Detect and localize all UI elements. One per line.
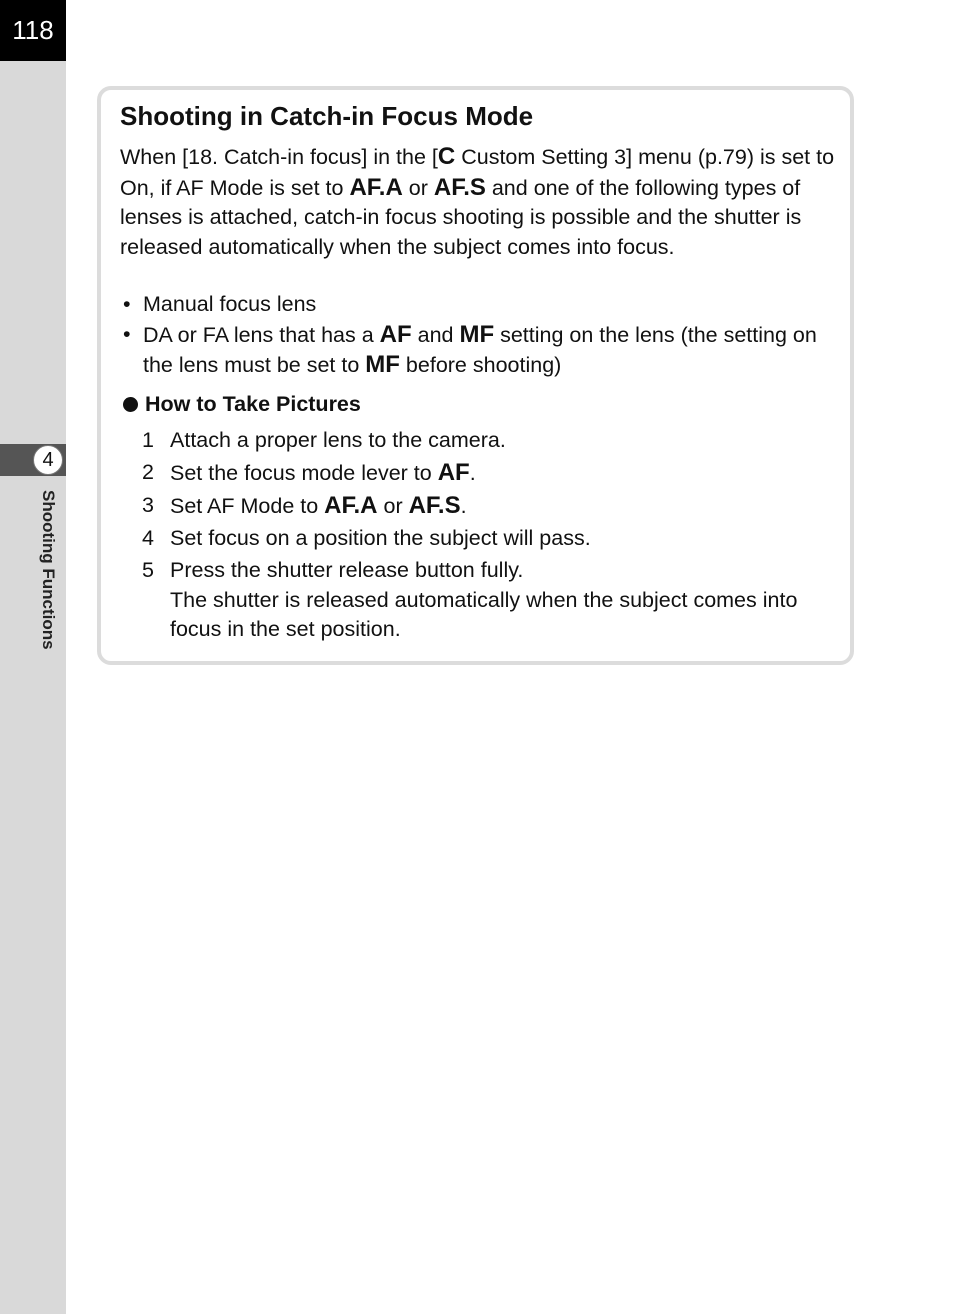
af-icon: AF — [379, 320, 412, 348]
step-text-tail: . — [460, 494, 467, 518]
intro-text-1: When [18. Catch-in focus] in the [ — [120, 145, 438, 169]
step-text: Set the focus mode lever to — [170, 461, 438, 485]
step-text: Set focus on a position the subject will pass. — [170, 526, 591, 550]
step-number: 4 — [142, 526, 154, 550]
bullet-text-1: DA or FA lens that has a — [143, 322, 380, 347]
step-text-tail: . — [469, 461, 476, 485]
bullet-text: Manual focus lens — [143, 292, 317, 316]
list-item — [120, 320, 843, 381]
intro-text-3: or — [402, 175, 434, 200]
side-strip — [0, 0, 66, 1314]
steps-list — [142, 426, 850, 647]
af-a-icon: AF.A — [349, 173, 403, 201]
panel-title: Shooting in Catch-in Focus Mode — [120, 101, 534, 131]
step-number: 5 — [142, 558, 154, 582]
af-s-icon: AF.S — [433, 173, 486, 201]
step-text: Set AF Mode to — [170, 494, 325, 518]
bullet-text-4: before shooting) — [399, 353, 562, 377]
filled-circle-icon — [123, 397, 138, 412]
step-item — [142, 524, 850, 554]
af-a-icon: AF.A — [324, 492, 378, 519]
intro-text-4: and one of the following types of lenses is attached, catch-in focus shooting is possible and the shutter is released automatically when the subject comes into focus. — [120, 175, 802, 259]
step-number: 1 — [142, 428, 154, 452]
step-number: 2 — [142, 460, 154, 484]
af-s-icon: AF.S — [408, 492, 461, 519]
bullet-dot: • — [123, 292, 131, 316]
step-text: Attach a proper lens to the camera. — [170, 428, 506, 452]
step-subtext: The shutter is released automatically when the subject comes into focus in the set position. — [170, 587, 798, 641]
custom-c-icon: C — [437, 143, 456, 170]
mf-icon: MF — [365, 351, 400, 378]
howto-heading — [123, 392, 361, 417]
af-icon: AF — [437, 459, 470, 486]
step-item — [142, 458, 850, 489]
mf-icon: MF — [459, 320, 495, 348]
step-item — [142, 491, 850, 522]
bullet-text-2: and — [411, 322, 460, 347]
howto-heading-text: How to Take Pictures — [145, 392, 361, 416]
list-item — [120, 290, 843, 320]
step-number: 3 — [142, 493, 154, 517]
chapter-number: 4 — [33, 445, 63, 475]
chapter-label: Shooting Functions — [39, 490, 58, 650]
bullet-dot: • — [123, 321, 131, 346]
step-item — [142, 426, 850, 456]
step-item — [142, 556, 850, 645]
intro-paragraph — [120, 142, 840, 262]
intro-text-2: Custom Setting 3] menu (p.79) is set to On, if AF Mode is set to — [120, 145, 835, 200]
lens-type-list — [120, 290, 843, 381]
step-text: Press the shutter release button fully. — [170, 558, 524, 582]
step-text-mid: or — [377, 494, 409, 518]
page-number: 118 — [0, 0, 66, 61]
bullet-text-3: setting on the lens (the setting on the lens must be set to — [143, 322, 817, 377]
